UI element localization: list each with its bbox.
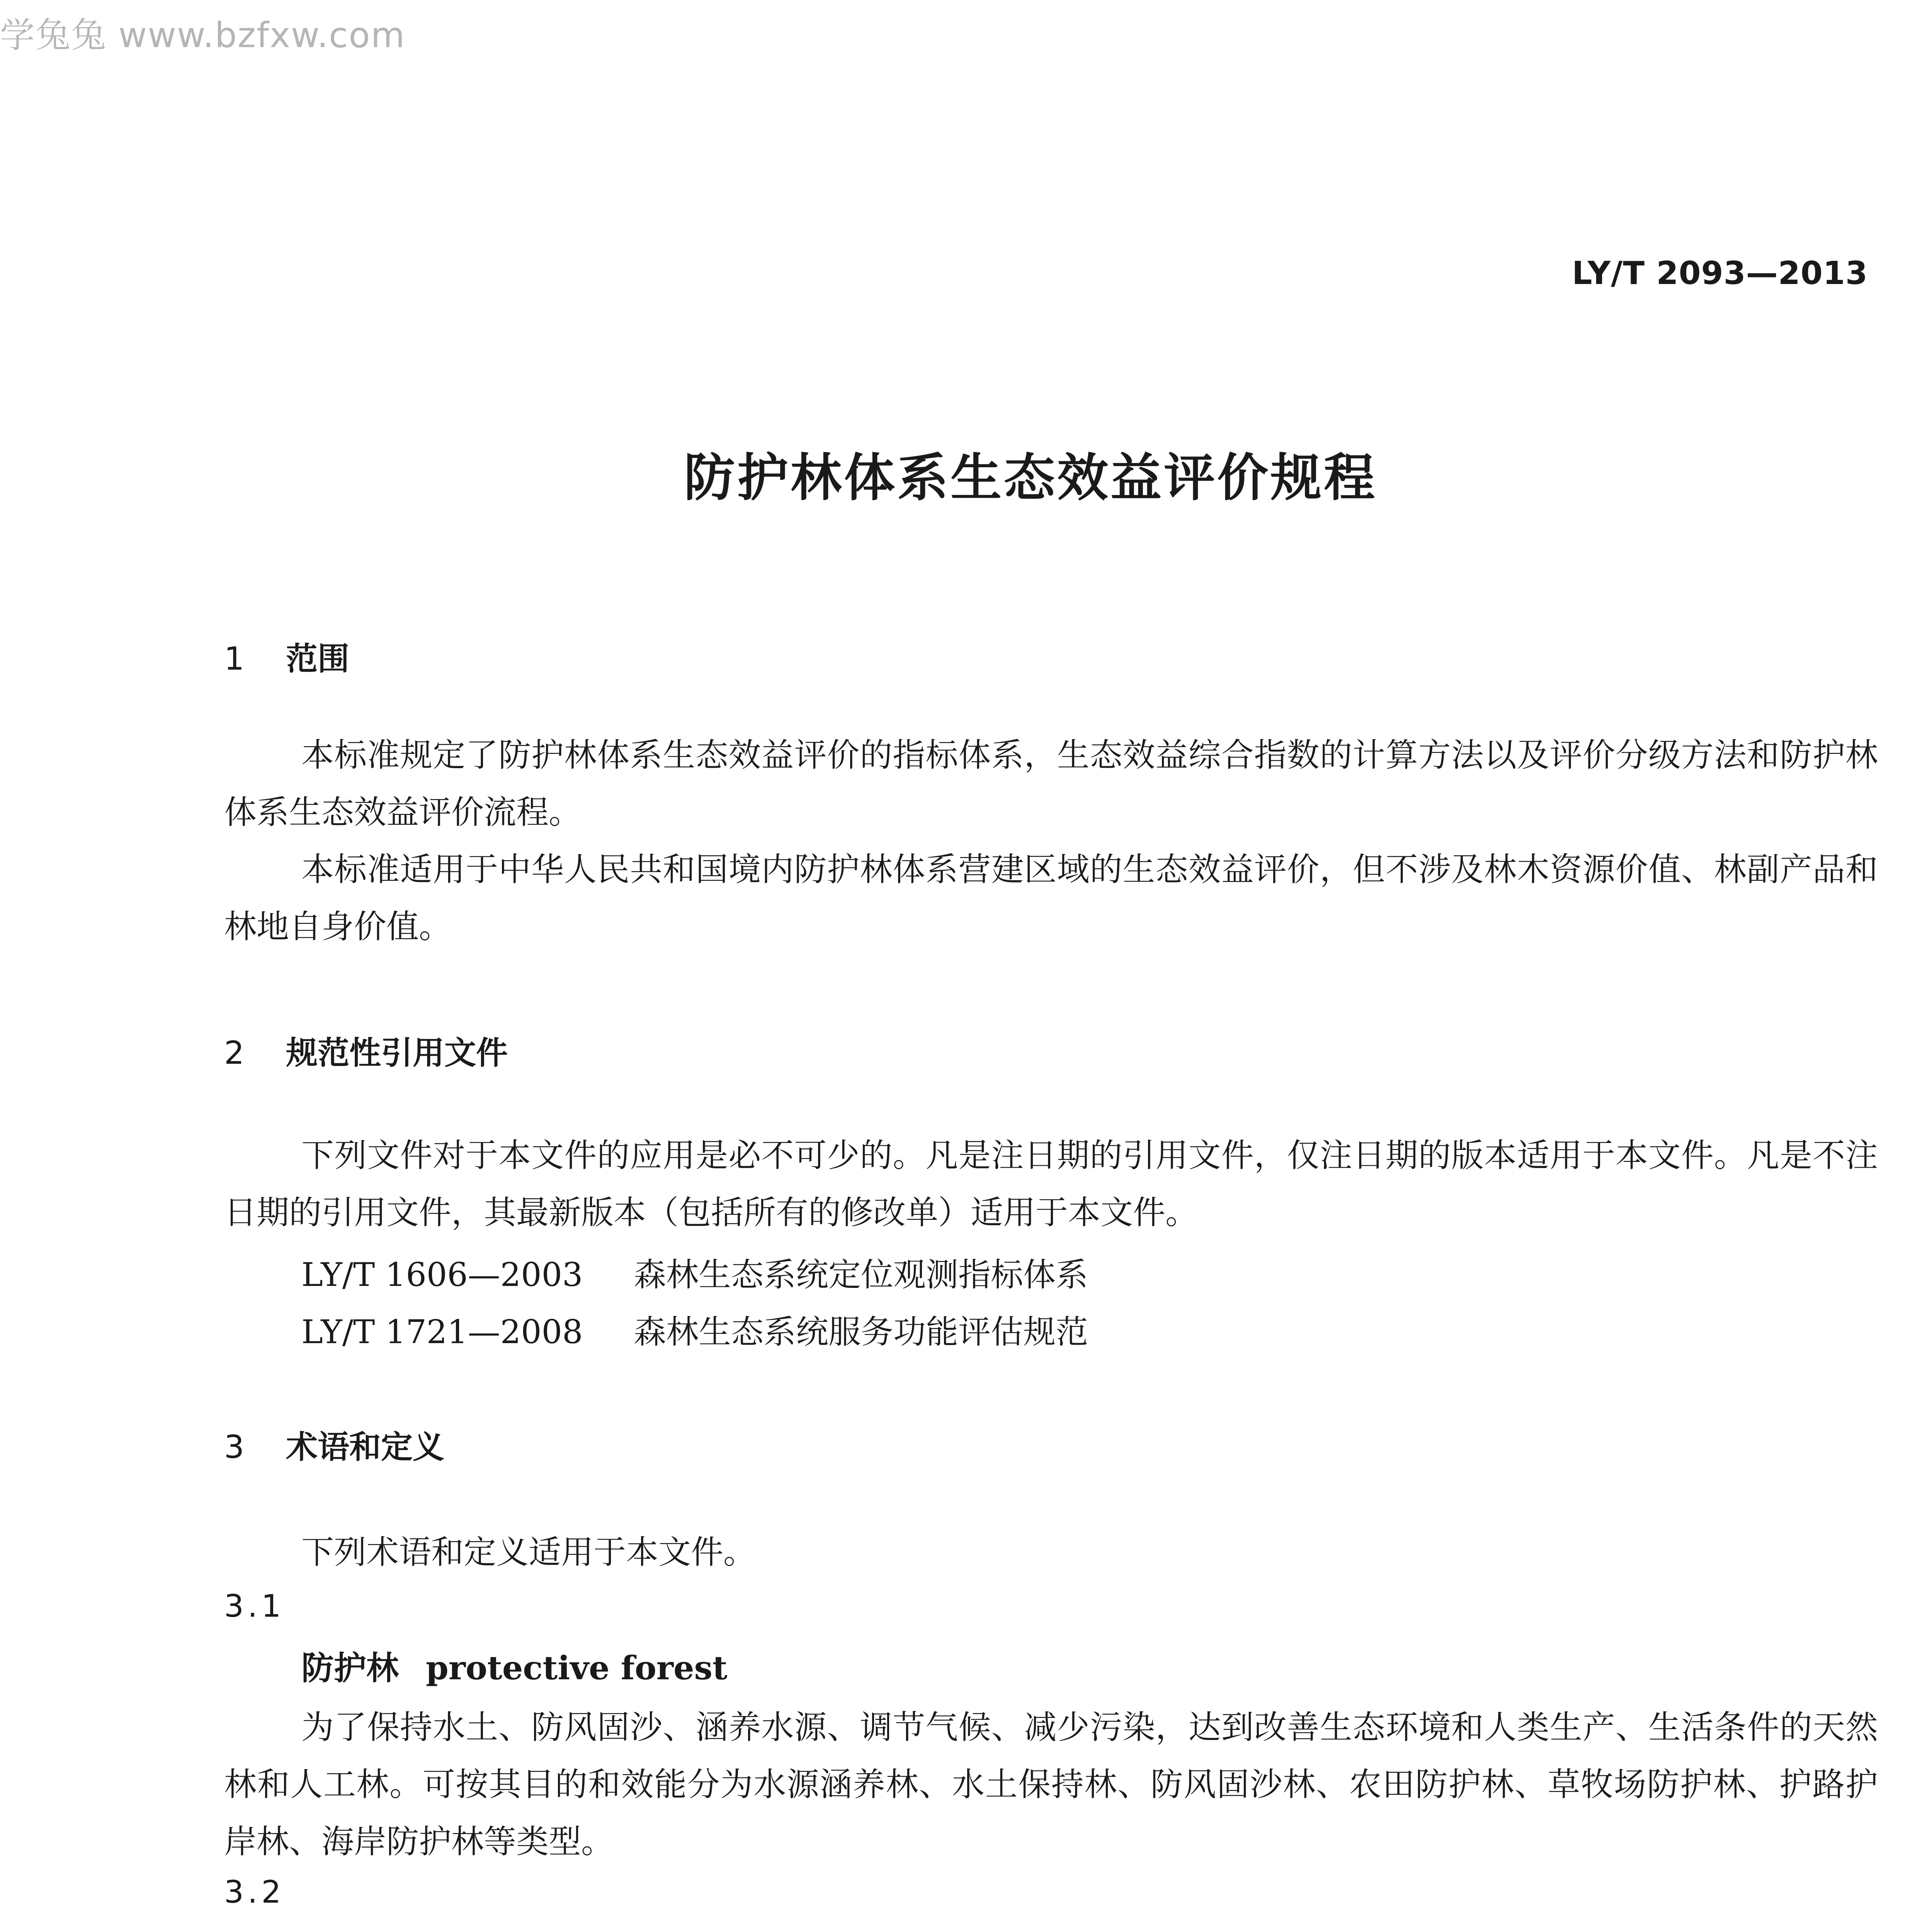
paragraph: 本标准规定了防护林体系生态效益评价的指标体系，生态效益综合指数的计算方法以及评价分级方法和防护林体系生态效益评价流程。 — [224, 736, 1878, 831]
watermark-text: 学兔兔 www.bzfxw.com — [0, 15, 406, 56]
reference-code: LY/T 1721—2008 — [301, 1313, 583, 1351]
document-title: 防护林体系生态效益评价规程 — [684, 448, 1377, 508]
section-title: 范围 — [286, 641, 350, 677]
standard-code: LY/T 2093—2013 — [1572, 255, 1868, 292]
reference-title: 森林生态系统服务功能评估规范 — [634, 1313, 1088, 1351]
term-entry — [301, 1928, 929, 1932]
reference-title: 森林生态系统定位观测指标体系 — [634, 1256, 1088, 1294]
term-definition: 为了保持水土、防风固沙、涵养水源、调节气候、减少污染，达到改善生态环境和人类生产、生活条件的天然林和人工林。可按其目的和效能分为水源涵养林、水土保持林、防风固沙林、农田防护林、草牧场防护林、护路护岸林、海岸防护林等类型。 — [224, 1708, 1878, 1861]
term-en: protective forest — [426, 1649, 728, 1687]
section-number: 1 — [224, 641, 245, 677]
section-3-intro: 下列术语和定义适用于本文件。 — [301, 1533, 756, 1571]
section-1-heading — [224, 634, 349, 679]
section-number: 3 — [224, 1429, 245, 1466]
paragraph: 下列文件对于本文件的应用是必不可少的。凡是注日期的引用文件，仅注日期的版本适用于本文件。凡是不注日期的引用文件，其最新版本（包括所有的修改单）适用于本文件。 — [224, 1136, 1878, 1231]
section-title: 术语和定义 — [286, 1429, 445, 1466]
clause-number: 3.1 — [224, 1588, 285, 1624]
term-zh: 防护林 — [301, 1649, 399, 1687]
section-title: 规范性引用文件 — [286, 1035, 508, 1071]
reference-item — [301, 1306, 1088, 1353]
paragraph: 本标准适用于中华人民共和国境内防护林体系营建区域的生态效益评价，但不涉及林木资源价值、林副产品和林地自身价值。 — [224, 850, 1878, 946]
reference-item — [301, 1249, 1088, 1296]
reference-code: LY/T 1606—2003 — [301, 1256, 583, 1294]
clause-number: 3.2 — [224, 1874, 285, 1910]
section-3-heading — [224, 1422, 444, 1467]
section-2-heading — [224, 1028, 508, 1073]
section-number: 2 — [224, 1035, 245, 1071]
term-entry — [301, 1642, 728, 1689]
